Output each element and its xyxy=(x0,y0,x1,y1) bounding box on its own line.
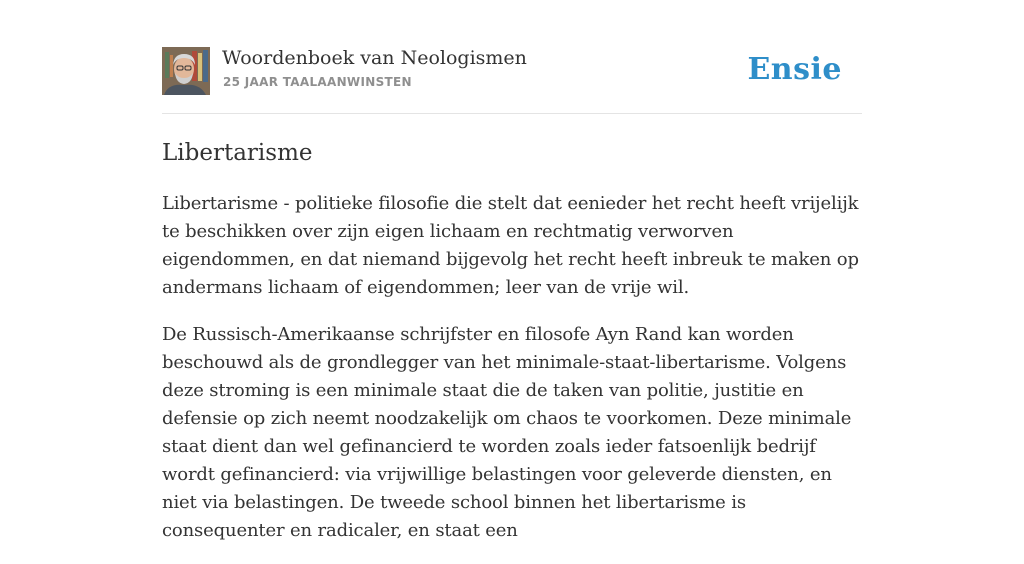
avatar-portrait-icon xyxy=(162,47,210,95)
entry-paragraph: De Russisch-Amerikaanse schrijfster en filosofe Ayn Rand kan worden beschouwd als de grondlegger van het minimale-staat-libertarisme. Volgens deze stroming is een minimale staat die de taken van politie, justitie en defensie op zich neemt noodzakelijk om chaos te voorkomen. Deze minimale staat dient dan wel gefinancierd te worden zoals ieder fatsoenlijk bedrijf wordt gefinancierd: via vrijwillige belastingen voor geleverde diensten, en niet via belastingen. De tweede school binnen het libertarisme is consequenter en radicaler, en staat een xyxy=(162,324,852,541)
header-divider xyxy=(162,113,862,114)
entry-paragraph: Libertarisme - politieke filosofie die stelt dat eenieder het recht heeft vrijelijk te beschikken over zijn eigen lichaam en rechtmatig verworven eigendommen, en dat niemand bijgevolg het recht heeft inbreuk te maken op andermans lichaam of eigendommen; leer van de vrije wil. xyxy=(162,193,859,298)
avatar[interactable] xyxy=(162,47,210,95)
header xyxy=(162,46,862,96)
entry-body xyxy=(162,190,864,564)
entry-title: Libertarisme xyxy=(162,140,313,166)
ensie-logo[interactable]: Ensie xyxy=(747,52,842,87)
site-title[interactable]: Woordenboek van Neologismen xyxy=(222,47,527,69)
site-subtitle: 25 JAAR TAALAANWINSTEN xyxy=(223,75,412,89)
